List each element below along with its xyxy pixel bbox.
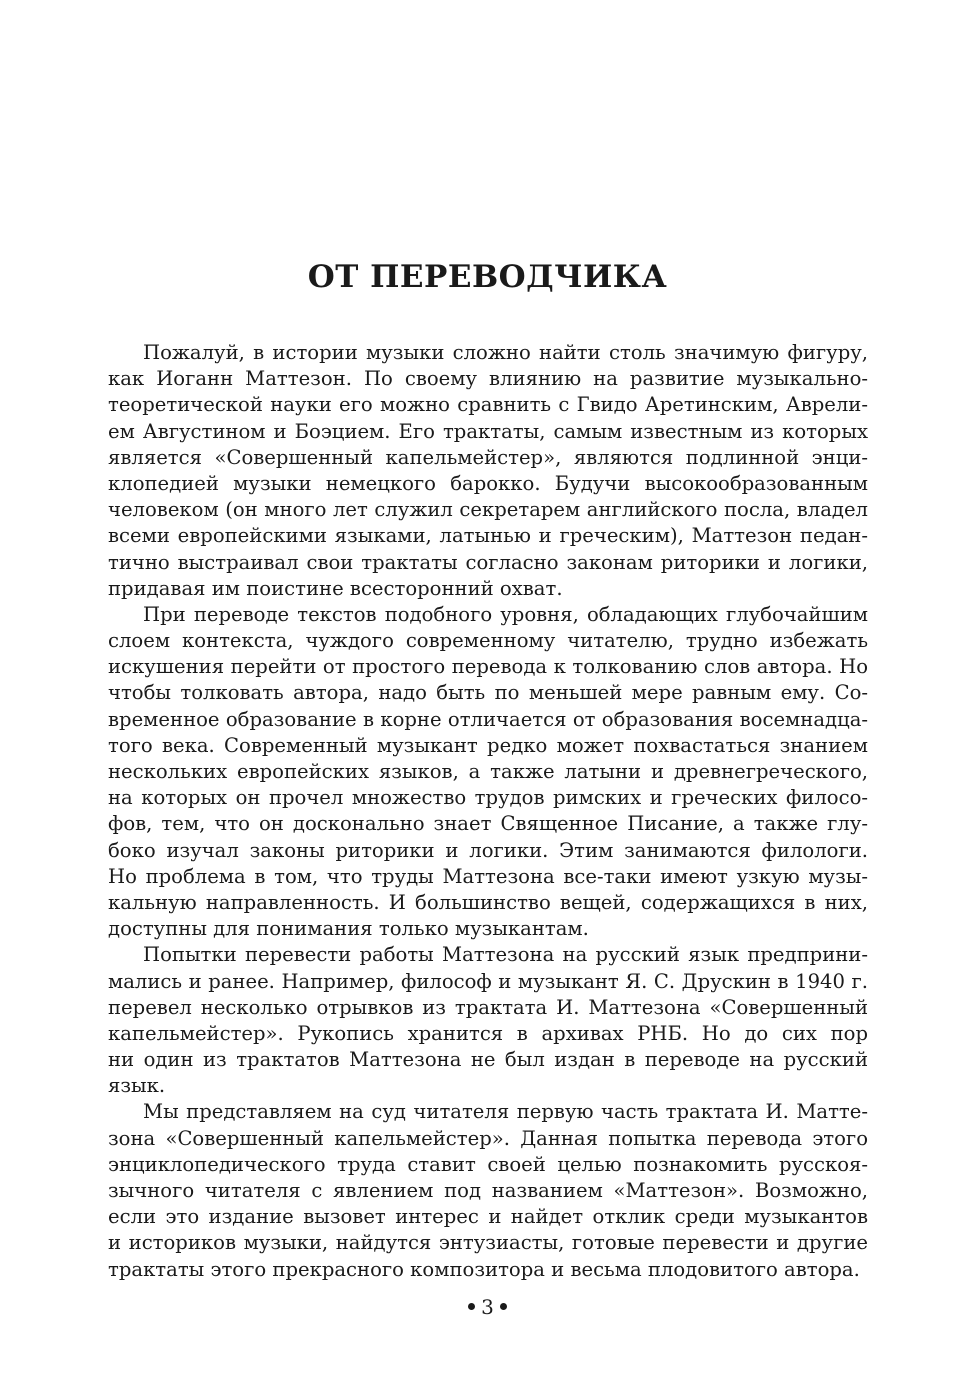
text-line: перевел несколько отрывков из трактата И. Маттезона «Совершенный (108, 995, 868, 1019)
text-line: нескольких европейских языков, а также латыни и древнегреческого, (108, 760, 868, 783)
text-line: и историков музыки, найдутся энтузиасты, готовые перевести и другие (108, 1231, 868, 1255)
text-line: тично выстраивал свои трактаты согласно законам риторики и логики, (108, 550, 868, 574)
text-line: является «Совершенный капельмейстер», являются подлинной энци- (108, 445, 868, 469)
text-line: энциклопедического труда ставит своей целью познакомить русскоя- (108, 1152, 868, 1176)
text-line: слоем контекста, чуждого современному читателю, трудно избежать (108, 629, 868, 653)
text-line: всеми европейскими языками, латынью и греческим), Маттезон педан- (108, 524, 868, 548)
text-line: клопедией музыки немецкого барокко. Будучи высокообразованным (108, 471, 868, 495)
body-text (108, 340, 868, 1283)
bullet-left-icon (468, 1303, 475, 1310)
text-line: как Иоганн Маттезон. По своему влиянию на развитие музыкально- (108, 367, 868, 391)
text-line: Попытки перевести работы Маттезона на русский язык предприни- (143, 943, 868, 967)
text-line: фов, тем, что он досконально знает Священное Писание, а также глу- (108, 812, 868, 836)
text-line: человеком (он много лет служил секретарем английского посла, владел (108, 498, 868, 522)
text-line: трактаты этого прекрасного композитора и весьма плодовитого автора. (108, 1257, 860, 1281)
paragraph (108, 942, 868, 1099)
bullet-right-icon (500, 1303, 507, 1310)
page-number-value: 3 (481, 1295, 494, 1319)
text-line: придавая им поистине всесторонний охват. (108, 576, 563, 600)
text-line: на которых он прочел множество трудов римских и греческих филосо- (108, 786, 868, 810)
text-line: зона «Совершенный капельмейстер». Данная попытка перевода этого (108, 1126, 868, 1150)
text-line: если это издание вызовет интерес и найдет отклик среди музыкантов (108, 1205, 868, 1229)
text-line: При переводе текстов подобного уровня, обладающих глубочайшим (143, 602, 868, 626)
text-line: Но проблема в том, что труды Маттезона все-таки имеют узкую музы- (108, 864, 868, 888)
paragraph (108, 602, 868, 942)
text-line: боко изучал законы риторики и логики. Этим занимаются филологи. (108, 838, 868, 862)
text-line: Пожалуй, в истории музыки сложно найти столь значимую фигуру, (143, 341, 868, 364)
page-number (0, 1294, 975, 1320)
text-line: Мы представляем на суд читателя первую часть трактата И. Матте- (143, 1100, 868, 1124)
paragraph (108, 340, 868, 602)
text-line: искушения перейти от простого перевода к толкованию слов автора. Но (108, 655, 868, 679)
text-line: временное образование в корне отличается от образования восемнадца- (108, 707, 868, 731)
text-line: мались и ранее. Например, философ и музыкант Я. С. Друскин в 1940 г. (108, 969, 868, 993)
text-line: язык. (108, 1074, 166, 1098)
page-title: ОТ ПЕРЕВОДЧИКА (307, 259, 668, 295)
text-line: теоретической науки его можно сравнить с Гвидо Аретинским, Аврели- (108, 393, 868, 417)
text-line: ем Августином и Боэцием. Его трактаты, самым известным из которых (108, 419, 868, 443)
text-line: зычного читателя с явлением под названием «Маттезон». Возможно, (108, 1179, 868, 1202)
text-line: ни один из трактатов Маттезона не был издан в переводе на русский (108, 1048, 868, 1072)
text-line: кальную направленность. И большинство вещей, содержащихся в них, (108, 890, 868, 914)
text-line: капельмейстер». Рукопись хранится в архивах РНБ. Но до сих пор (108, 1021, 868, 1045)
text-line: чтобы толковать автора, надо быть по меньшей мере равным ему. Со- (108, 681, 868, 705)
text-line: того века. Современный музыкант редко может похвастаться знанием (108, 733, 868, 757)
text-line: доступны для понимания только музыкантам. (108, 917, 589, 941)
paragraph (108, 1099, 868, 1282)
